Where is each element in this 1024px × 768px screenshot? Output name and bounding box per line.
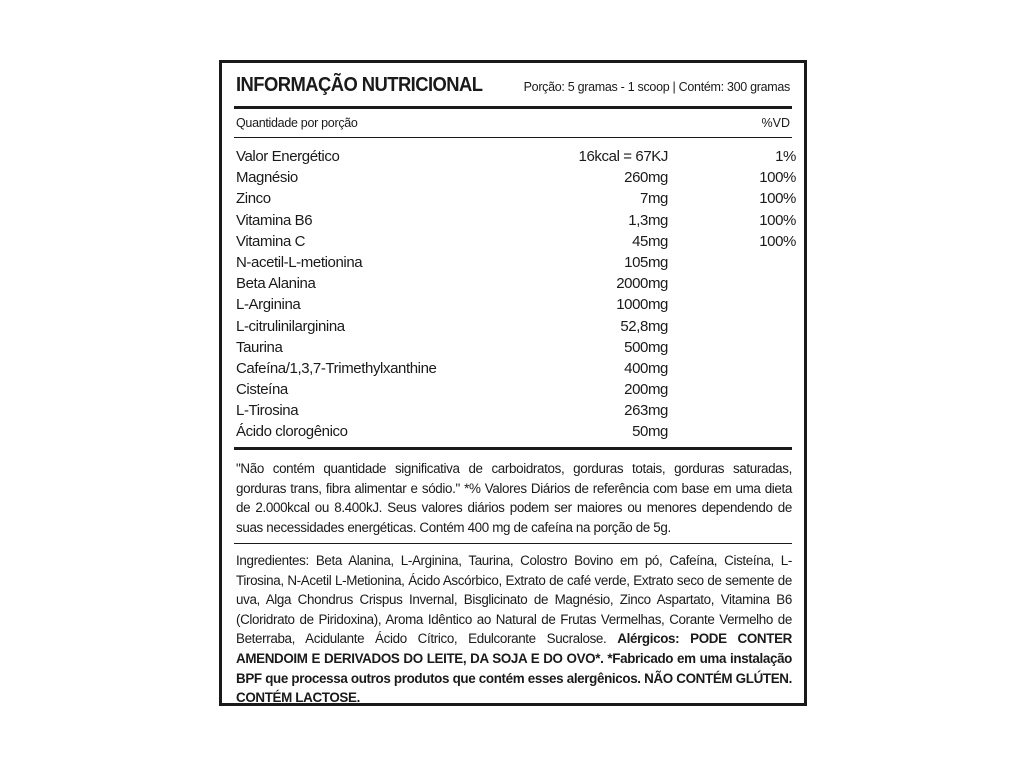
nutrient-name: Vitamina C bbox=[236, 232, 306, 250]
nutrient-amount: 2000mg bbox=[616, 275, 668, 293]
nutrient-amount: 200mg bbox=[624, 381, 668, 399]
nutrient-vd: 100% bbox=[759, 232, 796, 250]
divider bbox=[234, 137, 792, 138]
nutrient-amount: 260mg bbox=[624, 169, 668, 187]
nutrient-row bbox=[236, 169, 796, 190]
nutrient-row bbox=[236, 381, 796, 402]
nutrient-row bbox=[236, 254, 796, 275]
nutrient-amount: 52,8mg bbox=[620, 317, 668, 335]
nutrient-table bbox=[236, 148, 796, 445]
nutrient-name: Beta Alanina bbox=[236, 275, 316, 293]
nutrient-vd: 100% bbox=[759, 190, 796, 208]
nutrient-name: Cafeína/1,3,7-Trimethylxanthine bbox=[236, 359, 437, 377]
footnote-text: "Não contém quantidade significativa de carboidratos, gorduras totais, gorduras saturadas, gorduras trans, fibra alimentar e sódio." *% Valores Diários de referência com base em uma dieta de 2.000kcal ou 8.400kJ. Seus valores diários podem ser maiores ou menores dependendo de suas necessidades energéticas. Contém 400 mg de cafeína na porção de 5g. bbox=[236, 461, 792, 535]
quantity-header: Quantidade por porção bbox=[236, 116, 358, 130]
nutrient-row bbox=[236, 275, 796, 296]
nutrient-name: Taurina bbox=[236, 338, 283, 356]
allergens-text: Alérgicos: PODE CONTER AMENDOIM E DERIVADOS DO LEITE, DA SOJA E DO OVO*. *Fabricado em uma instalação BPF que processa outros produtos que contém esses alergênicos. NÃO CONTÉM GLÚTEN. CONTÉM LACTOSE. bbox=[236, 631, 792, 706]
nutrient-row bbox=[236, 296, 796, 317]
nutrient-row bbox=[236, 212, 796, 233]
nutrient-amount: 1000mg bbox=[616, 296, 668, 314]
nutrient-name: L-Arginina bbox=[236, 296, 301, 314]
nutrient-name: N-acetil-L-metionina bbox=[236, 253, 363, 271]
nutrient-vd: 1% bbox=[775, 148, 796, 165]
nutrient-name: Cisteína bbox=[236, 381, 288, 399]
nutrient-amount: 263mg bbox=[624, 402, 668, 420]
nutrient-amount: 1,3mg bbox=[628, 211, 668, 229]
nutrient-amount: 105mg bbox=[624, 253, 668, 271]
nutrient-row bbox=[236, 360, 796, 381]
label-title: INFORMAÇÃO NUTRICIONAL bbox=[236, 74, 483, 96]
nutrient-row bbox=[236, 233, 796, 254]
nutrient-vd: 100% bbox=[759, 169, 796, 187]
nutrient-amount: 400mg bbox=[624, 359, 668, 377]
nutrient-name: L-Tirosina bbox=[236, 402, 299, 420]
nutrient-name: Ácido clorogênico bbox=[236, 423, 348, 441]
nutrient-amount: 500mg bbox=[624, 338, 668, 356]
ingredients-text: Ingredientes: Beta Alanina, L-Arginina, Taurina, Colostro Bovino em pó, Cafeína, Cisteína, L-Tirosina, N-Acetil L-Metionina, Ácido Ascórbico, Extrato de café verde, Extrato seco de semente de uva, Alga Chondrus Crispus Invernal, Bisglicinato de Magnésio, Zinco Aspartato, Vitamina B6 (Cloridrato de Piridoxina), Aroma Idêntico ao Natural de Frutas Vermelhas, Corante Vermelho de Beterraba, Acidulante Ácido Cítrico, Edulcorante Sucralose. bbox=[236, 553, 792, 647]
nutrient-name: Valor Energético bbox=[236, 148, 340, 165]
nutrition-label bbox=[219, 60, 807, 706]
nutrient-name: Zinco bbox=[236, 190, 271, 208]
nutrient-amount: 45mg bbox=[632, 232, 668, 250]
nutrient-name: Magnésio bbox=[236, 169, 298, 187]
divider bbox=[234, 543, 792, 544]
nutrient-row bbox=[236, 190, 796, 211]
nutrient-row bbox=[236, 423, 796, 444]
nutrient-vd: 100% bbox=[759, 211, 796, 229]
nutrient-row bbox=[236, 148, 796, 169]
nutrient-row bbox=[236, 402, 796, 423]
nutrient-row bbox=[236, 339, 796, 360]
nutrient-row bbox=[236, 318, 796, 339]
nutrient-amount: 7mg bbox=[640, 190, 668, 208]
vd-header: %VD bbox=[761, 116, 790, 130]
nutrient-name: Vitamina B6 bbox=[236, 211, 313, 229]
divider bbox=[234, 447, 792, 450]
nutrient-name: L-citrulinilarginina bbox=[236, 317, 345, 335]
nutrient-amount: 16kcal = 67KJ bbox=[578, 148, 668, 165]
portion-info: Porção: 5 gramas - 1 scoop | Contém: 300 gramas bbox=[523, 80, 790, 94]
divider bbox=[234, 106, 792, 109]
ingredients-block bbox=[236, 551, 792, 708]
nutrient-amount: 50mg bbox=[632, 423, 668, 441]
